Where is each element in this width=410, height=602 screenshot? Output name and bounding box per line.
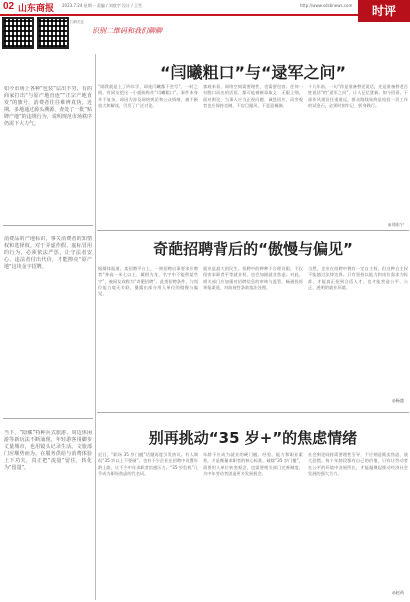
qr-caption: 扫码关注 — [70, 20, 84, 24]
article-column: 客观来看，网络空间需要理性，也需要包容。任何一句脱口而出的话语，都可能被断章取义、无限上纲。面对舆论，当事人应当正视问题、诚恳回应，而旁观者也应保持克制，不盲目跟风、不恶意揣测。 — [203, 84, 303, 108]
section-badge: 时评 — [358, 0, 410, 22]
column-divider — [95, 54, 96, 600]
section-banner: 识别二维码和我们聊聊 — [92, 27, 162, 35]
sidebar-paragraph: 当下，“隐藏”特种兵式旅游、周边休闲游等新玩法不断涌现，年轻游客用脚步丈量城市，也用镜头记录生活。文旅部门应顺势而为，在服务供给与消费体验上下功夫，真正把“流量”留住，转化为“留量”。 — [4, 430, 92, 471]
qr-code-icon[interactable] — [2, 17, 34, 49]
sidebar-paragraph: 如今市场上各种“包装”层出不穷，有的商家打出“与原产地直连”“正宗产地直发”的旗号，消费者往往难辨真伪。近期，多地通过源头溯源，查处了一批“贴牌产地”的违规行为，说明规范市场秩序仍需下大力气。 — [4, 86, 92, 127]
article-body — [98, 452, 408, 586]
article-divider — [97, 412, 409, 413]
sidebar-divider — [3, 225, 93, 226]
article-title: 奇葩招聘背后的“傲慢与偏见” — [153, 240, 353, 258]
qr-code-icon[interactable] — [37, 17, 69, 49]
article-byline: ◎杨盛 — [391, 398, 404, 403]
issue-meta: 2023.7.24 星期一 责编 / 刘欣宇 设计 / 王雪 — [62, 3, 142, 8]
article-byline: ◎赵芮 — [391, 590, 404, 595]
article-title: “闫曦粗口”与“逯军之问” — [159, 63, 347, 82]
article-column: 近日，“职场 35 岁门槛”话题再度引发热议。有人调侃“35 岁以上不要碰”，也有不少企业在招聘中设置年龄上限，让不少中年求职者倍感压力。“35 岁危机”几乎成为职场焦虑的代名词。 — [98, 452, 198, 476]
article-column: “隔我就是上了四年学，却连闫曦都不会写”，一时之间，有网友把这一小插曲称作“闫曦粗口”。事件本身并不复杂，却因为涉及网络舆论和公众情绪，被不断放大和解读，引发了广泛讨论。 — [98, 84, 198, 108]
article-column: 就业是最大的民生。招聘中的种种不合理设限，不仅侵害求职者平等就业权，也会加剧就业焦虑。对此，相关部门应加强对招聘信息的审核与监管，畅通投诉举报渠道，对歧视性条款依法处理。 — [203, 266, 303, 290]
article-column: 据媒体报道，某招聘平台上，一则招聘启事要求应聘者“身高一米七以上、属相为龙、名字中不能带某些字”，被网友戏称为“奇葩招聘”。此类招聘条件，与岗位能力毫无关联，暴露出部分用人单位的傲慢与偏见。 — [98, 266, 198, 297]
article-column: 当然，企业在招聘中拥有一定自主权，但这种自主权不能越过法律边界。只有坚持以能力和岗位需求为标准，才能真正招到合适人才，也才能营造公平、公正、透明的就业环境。 — [308, 266, 408, 290]
article-title: 别再挑动“35 岁+”的焦虑情绪 — [148, 429, 358, 447]
article-body — [98, 84, 408, 218]
sidebar-divider — [3, 418, 93, 419]
masthead — [0, 0, 410, 14]
newspaper-name: 山东商报 — [18, 4, 55, 14]
article-byline: ◎刘东宁 — [387, 222, 404, 227]
article-body — [98, 266, 408, 394]
sidebar-paragraph: 消费品的产地标识，事关消费者的知情权和选择权。对于弄虚作假、虚标冒用的行为，必须依法严惩，让守法者安心、违法者付出代价，才能擦亮“原产地”这块金字招牌。 — [4, 236, 92, 270]
page-number: 02 — [3, 1, 15, 12]
qr-codes — [2, 17, 70, 51]
header-rule — [0, 14, 358, 16]
article-divider — [97, 230, 409, 231]
website-url[interactable]: http://www.sdsbnews.com — [300, 3, 353, 8]
article-column: 社会舆论同样需要理性引导，不应刻意贩卖焦虑、放大恐慌。每个年龄段都有自己的价值，只有让劳动者在公平的环境中各展所长，才能凝聚起推动经济社会发展的强大合力。 — [308, 452, 408, 476]
article-column: 年龄不应成为就业的硬门槛。经验、能力和职业素养，才是衡量求职者的核心标准。破除“35 岁门槛”，需要用人单位转变观念，也需要相关部门完善制度，为中年劳动者创造更多发展机会。 — [203, 452, 303, 476]
article-column: 十几年前，一句“你是准备替党说话，还是准备替老百姓说话”的“逯军之问”，让人记忆犹新。如今回看，干部作风建设任重道远，群众路线始终是检验一切工作的试金石，必须时刻牢记、躬身践行。 — [308, 84, 408, 108]
